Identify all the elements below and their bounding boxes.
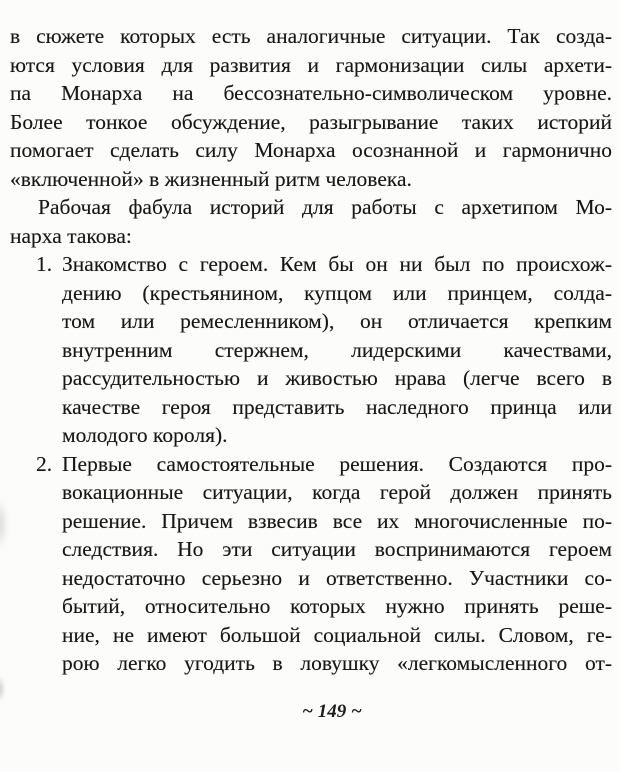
text-line: следствия. Но эти ситуации воспринимаются героем [62, 537, 612, 561]
scan-smudge [0, 498, 8, 550]
paragraph-1 [10, 22, 612, 193]
numbered-list [10, 250, 612, 678]
paragraph-2 [10, 193, 612, 250]
text-line: том или ремесленником), он отличается крепким [62, 309, 612, 333]
text-line: молодого короля). [62, 423, 228, 447]
text-line: дению (крестьянином, купцом или принцем, солда- [62, 280, 612, 305]
text-line: рассудительностью и живостью нрава (легче всего в [62, 366, 612, 390]
scan-smudge [0, 676, 5, 702]
text-line: Рабочая фабула историй для работы с архетипом Мо- [38, 195, 612, 219]
list-item-number: 1. [36, 252, 53, 276]
text-line: решение. Причем взвесив все их многочисленные по- [62, 508, 612, 533]
text-line: в сюжете которых есть аналогичные ситуации. Так созда- [10, 24, 612, 48]
list-item-1 [10, 250, 612, 450]
text-line: ются условия для развития и гармонизации силы архети- [10, 52, 612, 77]
list-item-text [62, 250, 612, 450]
list-item-text [62, 450, 612, 678]
page-text [10, 22, 612, 678]
page-number: ~ 149 ~ [302, 701, 362, 722]
text-line: Первые самостоятельные решения. Создаются про- [62, 451, 612, 476]
text-line: бытий, относительно которых нужно принять реше- [62, 594, 612, 618]
text-line: внутренним стержнем, лидерскими качествами, [62, 337, 612, 362]
text-line: вокационные ситуации, когда герой должен принять [62, 480, 612, 504]
text-line: Знакомство с героем. Кем бы он ни был по происхож- [62, 252, 612, 276]
text-line: ние, не имеют большой социальной силы. Словом, ге- [62, 622, 612, 647]
text-line: «включенной» в жизненный ритм человека. [10, 166, 412, 191]
text-line: нарха такова: [10, 223, 132, 248]
text-line: Более тонкое обсуждение, разыгрывание таких историй [10, 109, 612, 134]
list-item-2 [10, 450, 612, 678]
text-line: качестве героя представить наследного принца или [62, 394, 612, 419]
text-line: па Монарха на бессознательно-символическом уровне. [10, 81, 612, 105]
text-line: помогает сделать силу Монарха осознанной и гармонично [10, 138, 612, 162]
text-line: рою легко угодить в ловушку «легкомысленного от- [62, 651, 612, 675]
text-line: недостаточно серьезно и ответственно. Участники со- [62, 565, 612, 590]
list-item-number: 2. [36, 451, 53, 476]
